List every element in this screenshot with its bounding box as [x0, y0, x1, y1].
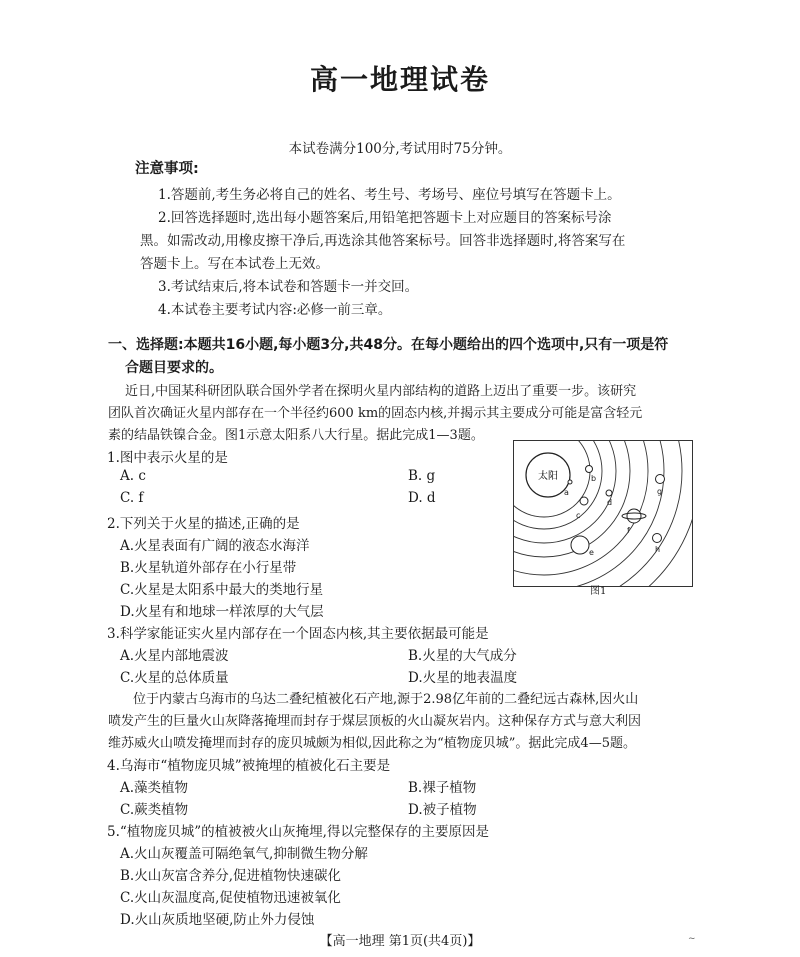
- planet-f: [627, 509, 641, 523]
- option-b: B. g: [408, 468, 436, 484]
- passage-line: 维苏威火山喷发掩埋而封存的庞贝城颇为相似,因此称之为“植物庞贝城”。据此完成4—5题。: [108, 736, 636, 751]
- option-a: A.火星内部地震波: [120, 648, 229, 664]
- planet-b: [586, 466, 593, 473]
- section-heading-cont: 合题目要求的。: [125, 360, 223, 376]
- passage-line: 位于内蒙古乌海市的乌达二叠纪植被化石产地,源于2.98亿年前的二叠纪远古森林,因火山: [133, 692, 639, 707]
- option-b: B.火山灰富含养分,促进植物快速碳化: [120, 868, 342, 884]
- page-footer: 【高一地理 第1页(共4页)】: [319, 934, 481, 949]
- option-c: C.火星的总体质量: [120, 670, 229, 686]
- option-c: C. f: [120, 490, 144, 506]
- notice-line: 2.回答选择题时,选出每小题答案后,用铅笔把答题卡上对应题目的答案标号涂: [158, 210, 612, 226]
- option-a: A.火山灰覆盖可隔绝氧气,抑制微生物分解: [120, 846, 368, 862]
- option-d: D.火星的地表温度: [408, 670, 518, 686]
- option-d: D.火山灰质地坚硬,防止外力侵蚀: [120, 912, 315, 928]
- planet-g: [656, 475, 665, 484]
- planet-label-e: e: [589, 548, 594, 557]
- figure-caption: 图1: [590, 586, 607, 597]
- question-stem: 4.乌海市“植物庞贝城”被掩埋的植被化石主要是: [107, 758, 391, 774]
- section-heading: 一、选择题:本题共16小题,每小题3分,共48分。在每小题给出的四个选项中,只有一项是符: [108, 337, 669, 353]
- page-title: 高一地理试卷: [309, 63, 490, 96]
- corner-mark: ~: [688, 934, 696, 944]
- planet-h: [653, 534, 662, 543]
- solar-system-figure: [513, 440, 693, 587]
- option-a: A.火星表面有广阔的液态水海洋: [120, 538, 310, 554]
- option-c: C.火山灰温度高,促使植物迅速被氧化: [120, 890, 341, 906]
- passage-line: 团队首次确证火星内部存在一个半径约600 km的固态内核,并揭示其主要成分可能是富含轻元: [108, 406, 643, 421]
- notice-line: 1.答题前,考生务必将自己的姓名、考生号、考场号、座位号填写在答题卡上。: [158, 187, 621, 203]
- planet-e: [571, 536, 589, 554]
- exam-info: 本试卷满分100分,考试用时75分钟。: [288, 141, 512, 157]
- planet-c: [580, 497, 588, 505]
- solar-system-diagram: [514, 441, 692, 586]
- option-d: D.火星有和地球一样浓厚的大气层: [120, 604, 324, 620]
- option-d: D.被子植物: [408, 802, 477, 818]
- question-stem: 2.下列关于火星的描述,正确的是: [107, 516, 300, 532]
- option-b: B.火星的大气成分: [408, 648, 517, 664]
- passage-line: 喷发产生的巨量火山灰降落掩埋而封存于煤层顶板的火山凝灰岩内。这种保存方式与意大利因: [108, 714, 642, 729]
- option-b: B.火星轨道外部存在小行星带: [120, 560, 297, 576]
- planet-label-a: a: [564, 488, 569, 497]
- notice-line: 3.考试结束后,将本试卷和答题卡一并交回。: [158, 279, 419, 295]
- question-stem: 5.“植物庞贝城”的植被被火山灰掩埋,得以完整保存的主要原因是: [107, 824, 489, 840]
- planet-label-h: h: [655, 545, 661, 554]
- passage-line: 近日,中国某科研团队联合国外学者在探明火星内部结构的道路上迈出了重要一步。该研究: [125, 384, 637, 399]
- notice-line: 答题卡上。写在本试卷上无效。: [140, 256, 329, 272]
- sun-label: 太阳: [538, 471, 558, 482]
- option-a: A. c: [120, 468, 146, 484]
- option-c: C.火星是太阳系中最大的类地行星: [120, 582, 324, 598]
- question-stem: 3.科学家能证实火星内部存在一个固态内核,其主要依据最可能是: [107, 626, 489, 642]
- option-b: B.裸子植物: [408, 780, 477, 796]
- planet-d: [606, 490, 612, 496]
- notice-line: 4.本试卷主要考试内容:必修一前三章。: [158, 302, 392, 318]
- planet-label-b: b: [591, 474, 597, 483]
- planet-label-c: c: [576, 511, 581, 520]
- planet-label-d: d: [607, 498, 613, 507]
- notice-heading: 注意事项:: [135, 161, 199, 177]
- question-stem: 1.图中表示火星的是: [107, 450, 228, 466]
- planet-label-g: g: [657, 487, 663, 496]
- option-c: C.蕨类植物: [120, 802, 189, 818]
- notice-line: 黑。如需改动,用橡皮擦干净后,再选涂其他答案标号。回答非选择题时,将答案写在: [140, 233, 626, 249]
- planet-a: [568, 480, 572, 484]
- option-d: D. d: [408, 490, 436, 506]
- planet-label-f: f: [627, 526, 630, 535]
- option-a: A.藻类植物: [120, 780, 189, 796]
- passage-line: 素的结晶铁镍合金。图1示意太阳系八大行星。据此完成1—3题。: [108, 428, 484, 443]
